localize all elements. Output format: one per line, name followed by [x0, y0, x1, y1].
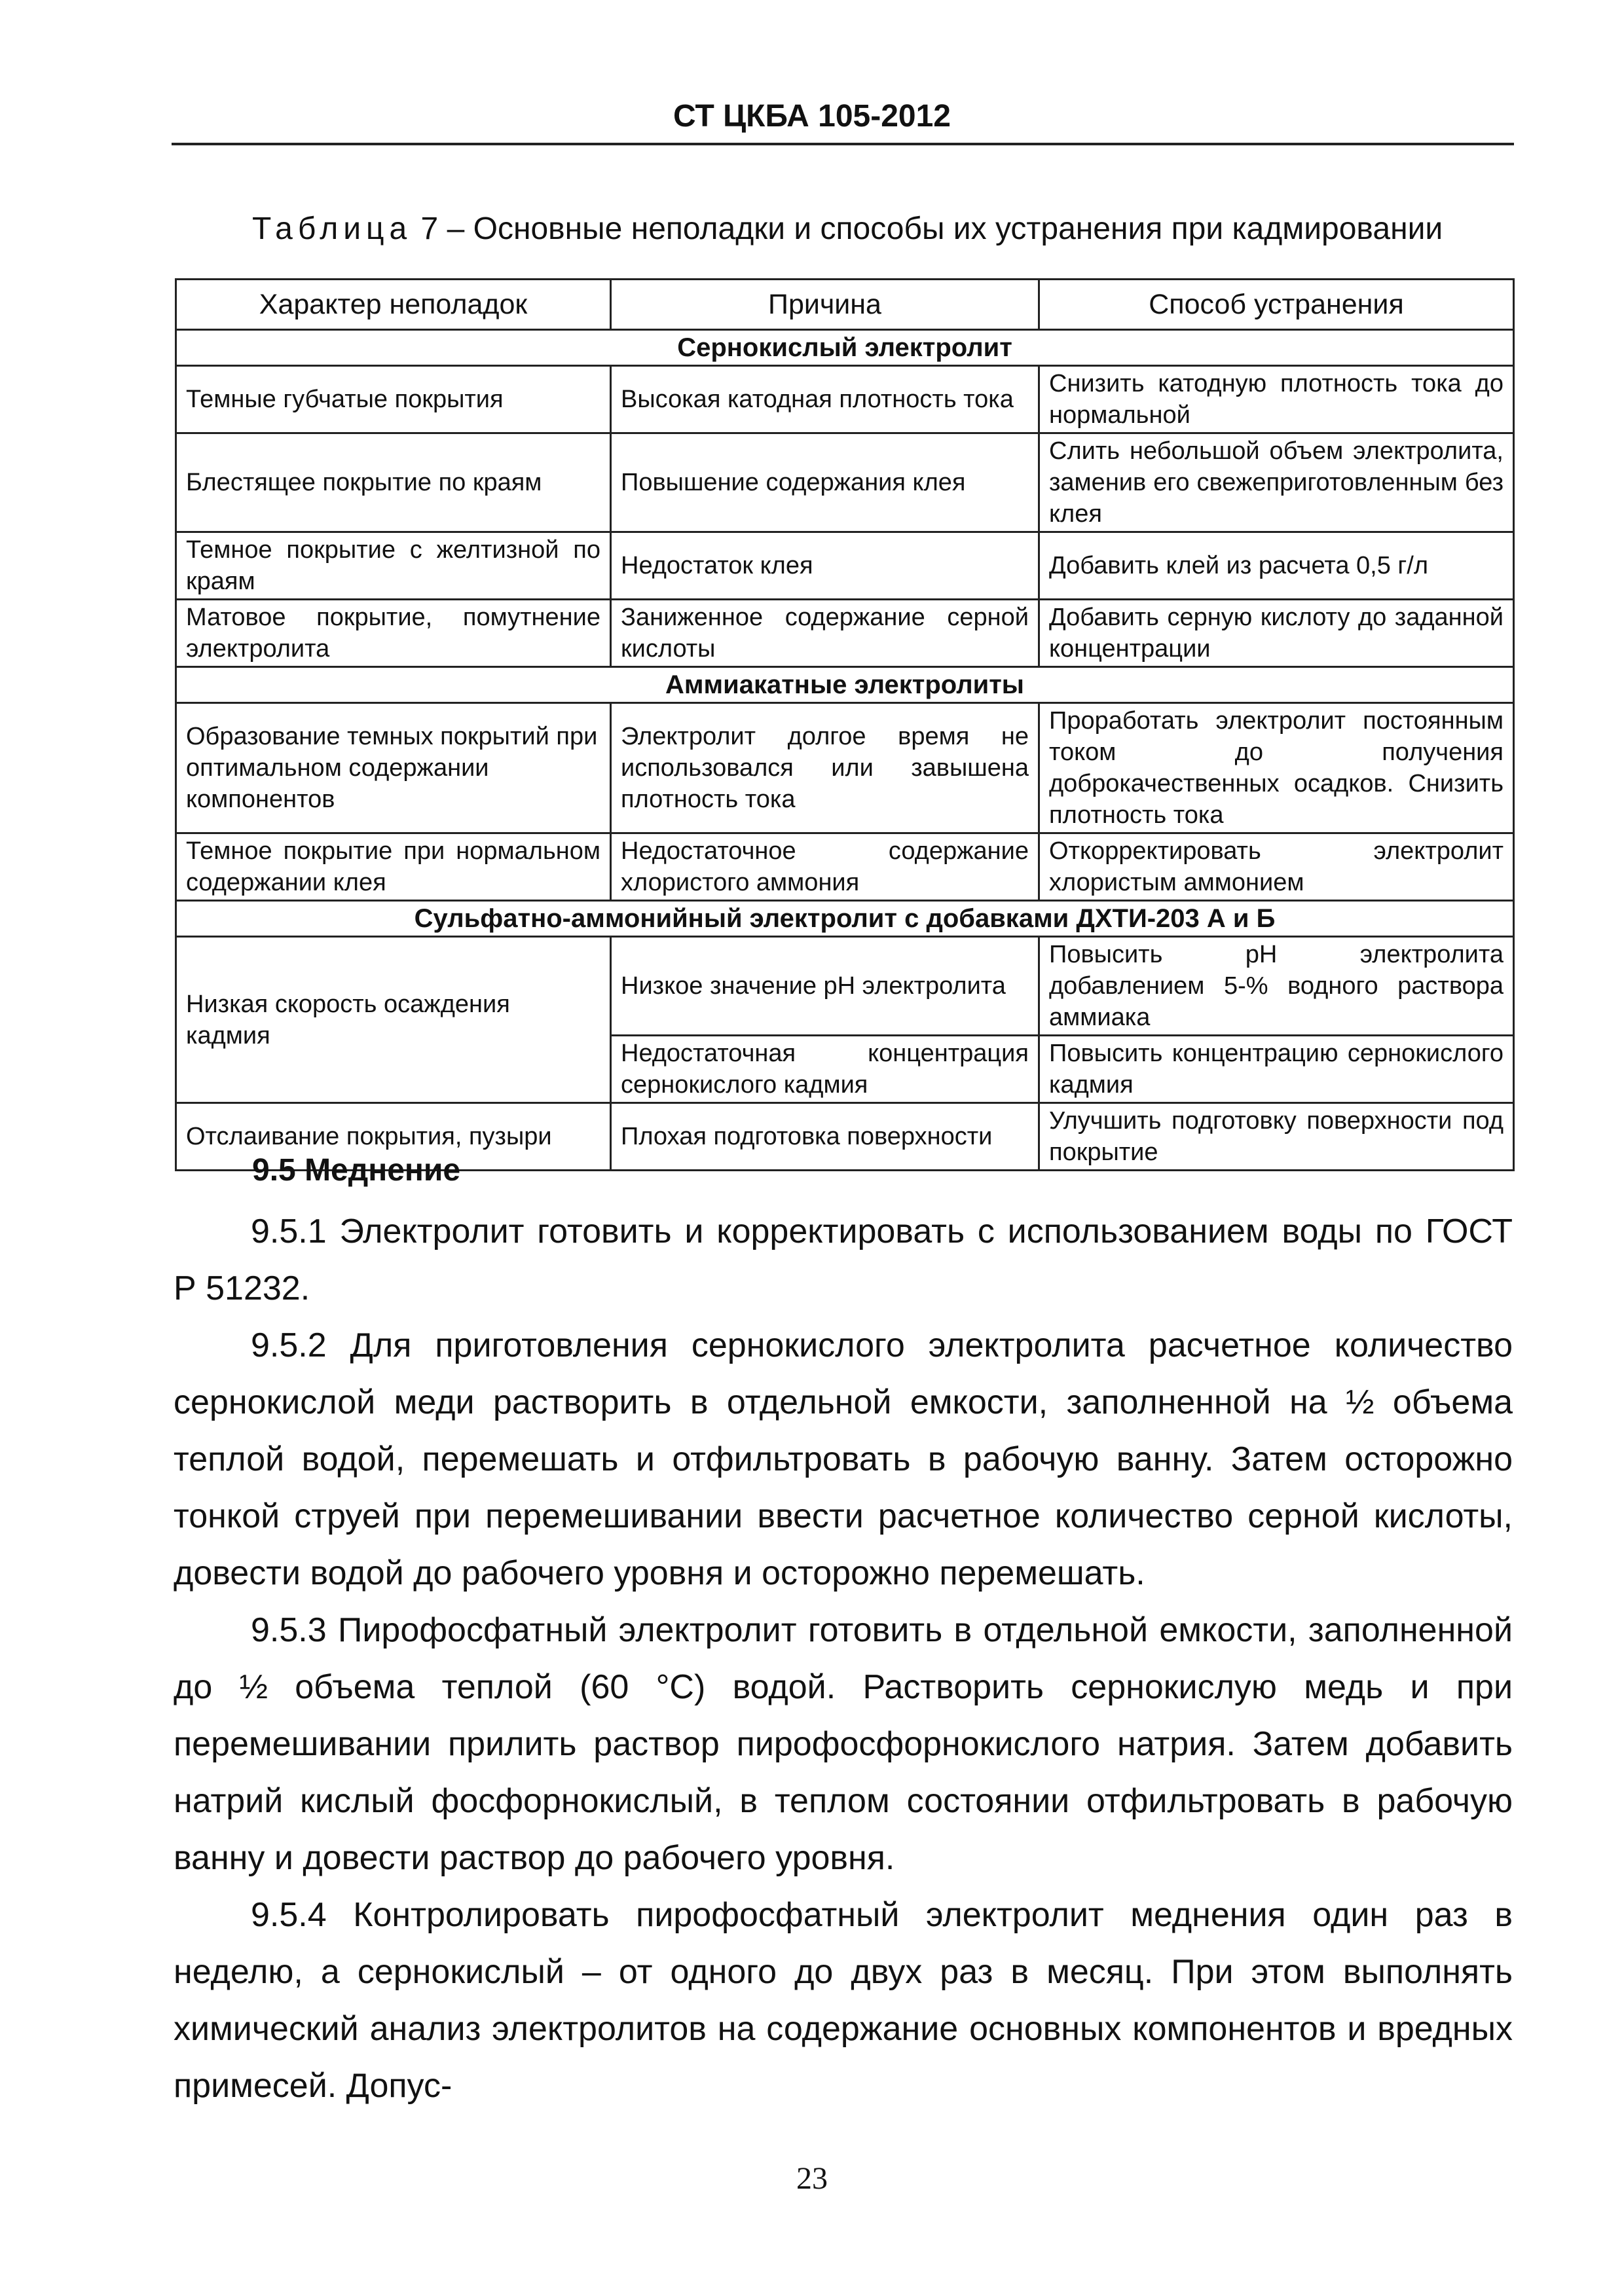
cause-cell: Недостаточное содержание хлористого аммония [611, 833, 1039, 901]
defect-cell: Образование темных покрытий при оптимальном содержании компонентов [176, 703, 611, 833]
defect-cell: Темные губчатые покрытия [176, 366, 611, 433]
cause-cell: Заниженное содержание серной кислоты [611, 600, 1039, 667]
defect-cell: Блестящее покрытие по краям [176, 433, 611, 532]
column-header-fix: Способ устранения [1039, 280, 1514, 330]
paragraph: 9.5.3 Пирофосфатный электролит готовить в отдельной емкости, заполненной до ½ объема теплой (60 °С) водой. Растворить сернокислую медь и при перемешивании прилить раствор пирофосфорнокислого натрия. Затем добавить натрий кислый фосфорнокислый, в теплом состоянии отфильтровать в рабочую ванну и довести раствор до рабочего уровня. [174, 1611, 1513, 1877]
table-row [176, 937, 1514, 1036]
table-group-row [176, 667, 1514, 703]
defect-cell: Отслаивание покрытия, пузыри [176, 1103, 611, 1171]
section-heading: 9.5 Меднение [252, 1153, 461, 1188]
table-caption [252, 211, 1519, 247]
fix-cell: Откорректировать электролит хлористым аммонием [1039, 833, 1514, 901]
page-number: 23 [796, 2161, 828, 2196]
defect-cell: Низкая скорость осаждения кадмия [176, 937, 611, 1103]
cause-cell: Недостаток клея [611, 532, 1039, 600]
fix-cell: Повысить концентрацию сернокислого кадмия [1039, 1036, 1514, 1103]
header-rule [172, 143, 1514, 145]
paragraph: 9.5.4 Контролировать пирофосфатный электролит меднения один раз в неделю, а сернокислый – от одного до двух раз в месяц. При этом выполнять химический анализ электролитов на содержание основных компонентов и вредных примесей. Допус- [174, 1896, 1513, 2105]
fix-cell: Слить небольшой объем электролита, заменив его свежеприготовленным без клея [1039, 433, 1514, 532]
group-title: Сернокислый электролит [176, 330, 1514, 366]
fix-cell: Проработать электролит постоянным током до получения доброкачественных осадков. Снизить плотность тока [1039, 703, 1514, 833]
cause-cell: Плохая подготовка поверхности [611, 1103, 1039, 1171]
cause-cell: Высокая катодная плотность тока [611, 366, 1039, 433]
table-row [176, 532, 1514, 600]
table-row [176, 433, 1514, 532]
table-row [176, 703, 1514, 833]
cause-cell: Повышение содержания клея [611, 433, 1039, 532]
fix-cell: Улучшить подготовку поверхности под покрытие [1039, 1103, 1514, 1171]
table-caption-number: 7 [420, 211, 439, 246]
cause-cell: Низкое значение pH электролита [611, 937, 1039, 1036]
fix-cell: Добавить клей из расчета 0,5 г/л [1039, 532, 1514, 600]
paragraph: 9.5.2 Для приготовления сернокислого электролита расчетное количество сернокислой меди растворить в отдельной емкости, заполненной на ½ объема теплой водой, перемешать и отфильтровать в рабочую ванну. Затем осторожно тонкой струей при перемешивании ввести расчетное количество серной кислоты, довести водой до рабочего уровня и осторожно перемешать. [174, 1326, 1513, 1592]
table-row [176, 833, 1514, 901]
group-title: Сульфатно-аммонийный электролит с добавками ДХТИ-203 А и Б [176, 901, 1514, 937]
table-group-row [176, 901, 1514, 937]
column-header-defect: Характер неполадок [176, 280, 611, 330]
column-header-cause: Причина [611, 280, 1039, 330]
table-caption-text: – Основные неполадки и способы их устранения при кадмировании [438, 211, 1443, 246]
paragraph: 9.5.1 Электролит готовить и корректировать с использованием воды по ГОСТ Р 51232. [174, 1212, 1513, 1307]
table-row [176, 600, 1514, 667]
table-header-row [176, 280, 1514, 330]
fix-cell: Добавить серную кислоту до заданной концентрации [1039, 600, 1514, 667]
cause-cell: Недостаточная концентрация сернокислого кадмия [611, 1036, 1039, 1103]
defect-cell: Темное покрытие с желтизной по краям [176, 532, 611, 600]
cause-cell: Электролит долгое время не использовался или завышена плотность тока [611, 703, 1039, 833]
fix-cell: Снизить катодную плотность тока до нормальной [1039, 366, 1514, 433]
table-group-row [176, 330, 1514, 366]
document-code: СТ ЦКБА 105-2012 [673, 99, 951, 134]
section-body [174, 1203, 1513, 2115]
troubleshooting-table [175, 278, 1513, 1171]
defect-cell: Матовое покрытие, помутнение электролита [176, 600, 611, 667]
defect-cell: Темное покрытие при нормальном содержании клея [176, 833, 611, 901]
fix-cell: Повысить pH электролита добавлением 5-% водного раствора аммиака [1039, 937, 1514, 1036]
table-caption-label: Таблица [252, 211, 413, 246]
group-title: Аммиакатные электролиты [176, 667, 1514, 703]
table-row [176, 366, 1514, 433]
